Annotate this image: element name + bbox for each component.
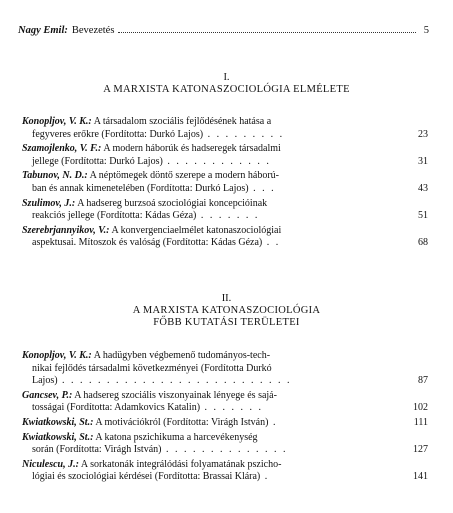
entry-page-number: 111 bbox=[413, 416, 428, 428]
entry-title: A modern háborúk és hadseregek társadalmi bbox=[103, 143, 281, 155]
entry-author: Konopljov, V. K.: bbox=[22, 116, 92, 127]
entry-title-cont: tosságai (Fordította: Adamkovics Katalin) . . . . . . . bbox=[32, 402, 264, 414]
toc-entry[interactable] bbox=[22, 350, 428, 388]
entry-title: A hadsereg szociális viszonyainak lényege és sajá- bbox=[74, 389, 277, 401]
toc-entry[interactable] bbox=[22, 143, 428, 168]
entry-page-number: 23 bbox=[418, 128, 428, 140]
entry-page-number: 31 bbox=[418, 155, 428, 167]
entry-author: Niculescu, J.: bbox=[22, 458, 79, 470]
toc-entry[interactable] bbox=[22, 116, 428, 141]
entry-page-number: 68 bbox=[418, 237, 428, 249]
entry-title-cont: során (Fordította: Virágh István) . . . . . . . . . . . . . . bbox=[32, 444, 288, 456]
toc-entry[interactable] bbox=[22, 225, 428, 250]
entry-title-cont: nikai fejlődés társadalmi következményei (Fordította Durkó bbox=[32, 362, 272, 374]
section-1-entries bbox=[22, 116, 428, 252]
entry-page-number: 141 bbox=[413, 471, 428, 483]
toc-entry[interactable] bbox=[22, 459, 428, 484]
entry-author: Szamojlenko, V. F.: bbox=[22, 143, 102, 155]
toc-entry[interactable] bbox=[22, 390, 428, 415]
entry-title: A néptömegek döntő szerepe a modern háború- bbox=[89, 170, 279, 182]
entry-page-number: 43 bbox=[418, 182, 428, 194]
entry-author: Szulimov, J.: bbox=[22, 197, 76, 209]
entry-page-number: 102 bbox=[413, 402, 428, 414]
entry-author: Kwiatkowski, St.: bbox=[22, 416, 94, 428]
entry-title: A motivációkról (Fordította: Virágh István) bbox=[95, 416, 269, 428]
entry-author: Gancsev, P.: bbox=[22, 389, 73, 401]
entry-page-number: 51 bbox=[418, 210, 428, 222]
entry-author: Konopljov, V. K.: bbox=[22, 350, 92, 361]
entry-title-cont: Lajos) . . . . . . . . . . . . . . . . . . . . . . . . . . bbox=[32, 375, 292, 387]
entry-title: A társadalom szociális fejlődésének hatása a bbox=[93, 116, 272, 127]
toc-entry[interactable] bbox=[22, 170, 428, 195]
intro-page-number: 5 bbox=[423, 25, 429, 36]
entry-title: A konvergenciaelmélet katonaszociológiai bbox=[111, 224, 282, 236]
section-title-line-1: A MARXISTA KATONASZOCIOLÓGIA bbox=[132, 305, 321, 316]
section-2-entries bbox=[22, 350, 428, 486]
toc-entry[interactable] bbox=[22, 432, 428, 457]
entry-title-cont: lógiai és szociológiai kérdései (Fordította: Brassai Klára) . bbox=[32, 471, 270, 483]
toc-entry[interactable] bbox=[22, 198, 428, 223]
entry-author: Szerebrjannyikov, V.: bbox=[22, 224, 110, 236]
entry-author: Kwiatkowski, St.: bbox=[22, 431, 94, 443]
entry-title-cont: jellege (Fordította: Durkó Lajos) . . . . . . . . . . . . bbox=[32, 155, 271, 167]
section-2-heading bbox=[0, 293, 453, 329]
section-title-line-2: FŐBB KUTATÁSI TERÜLETEI bbox=[153, 317, 300, 328]
section-title: A MARXISTA KATONASZOCIOLÓGIA ELMÉLETE bbox=[103, 84, 350, 95]
entry-title-cont: ban és annak kimenetelében (Fordította: Durkó Lajos) . . . bbox=[32, 182, 276, 194]
entry-page-number: 87 bbox=[418, 375, 428, 387]
entry-title-cont: reakciós jellege (Fordította: Kádas Géza) . . . . . . . bbox=[32, 210, 260, 222]
toc-entry[interactable]: Kwiatkowski, St.: A motivációkról (Fordította: Virágh István) . 111 bbox=[22, 416, 428, 428]
intro-author: Nagy Emil: bbox=[18, 25, 68, 36]
section-1-heading bbox=[0, 72, 453, 96]
entry-title-cont: fegyveres erőkre (Fordította: Durkó Lajos) . . . . . . . . . bbox=[32, 128, 285, 140]
entry-title: A hadsereg burzsoá szociológiai koncepcióinak bbox=[77, 197, 268, 209]
intro-title: Bevezetés bbox=[71, 25, 115, 36]
section-number: II. bbox=[221, 293, 232, 304]
entry-page-number: 127 bbox=[413, 444, 428, 456]
entry-title: A katona pszichikuma a harcevékenység bbox=[95, 431, 258, 443]
dot-leader bbox=[118, 32, 415, 33]
entry-title: A hadügyben végbemenő tudományos-tech- bbox=[93, 350, 271, 361]
entry-author: Tabunov, N. D.: bbox=[22, 170, 88, 182]
intro-line bbox=[18, 25, 429, 37]
entry-title: A sorkatonák integrálódási folyamatának pszicho- bbox=[80, 458, 282, 470]
entry-title-cont: aspektusai. Mítoszok és valóság (Fordította: Kádas Géza) . . bbox=[32, 237, 281, 249]
section-number: I. bbox=[223, 72, 230, 83]
